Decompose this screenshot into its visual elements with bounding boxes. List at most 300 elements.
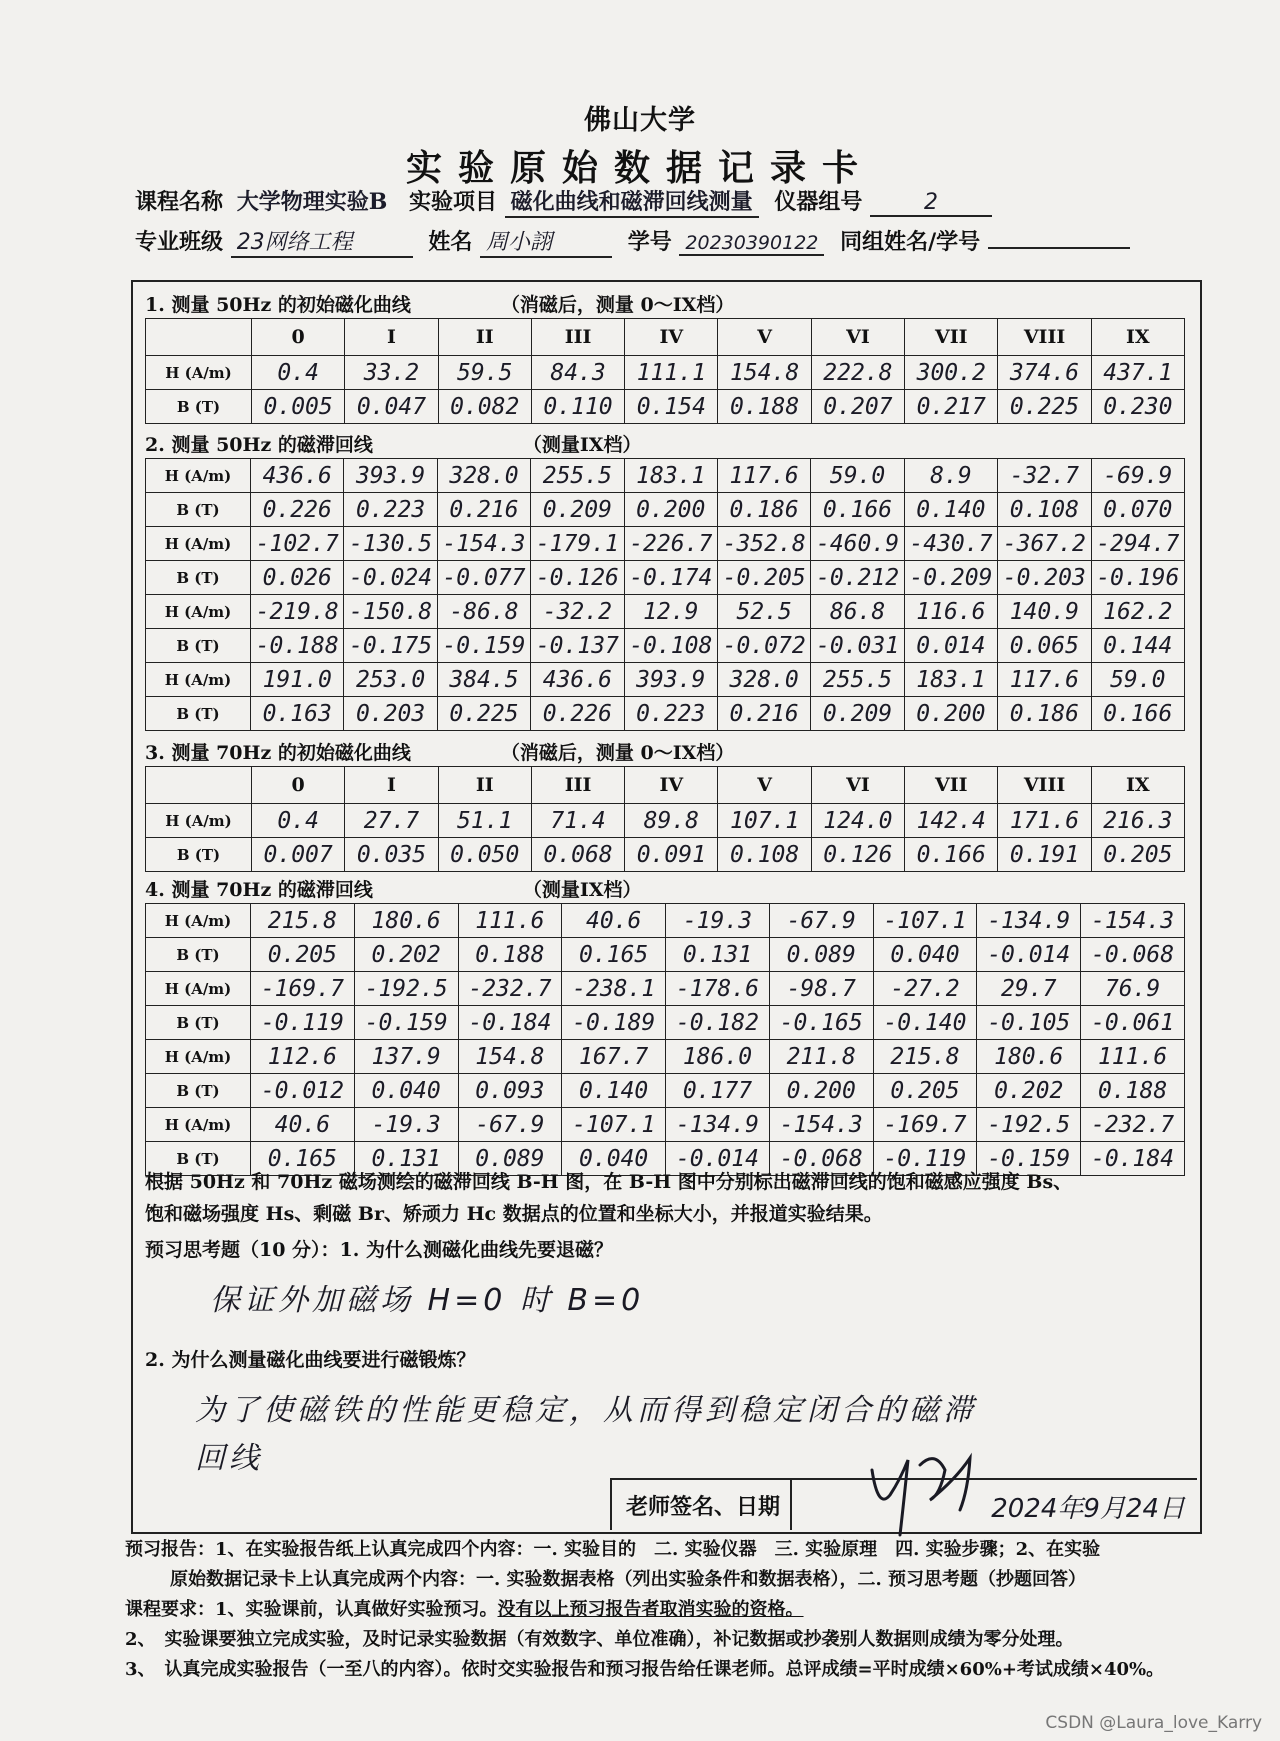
data-cell: 328.0 xyxy=(717,663,810,697)
column-header: VI xyxy=(811,767,904,804)
data-cell: 76.9 xyxy=(1081,972,1185,1006)
data-cell: -0.189 xyxy=(562,1006,666,1040)
column-header: II xyxy=(438,767,531,804)
footer-line-3b: 没有以上预习报告者取消实验的资格。 xyxy=(497,1599,804,1620)
data-cell: 0.230 xyxy=(1091,390,1184,424)
column-header: VIII xyxy=(998,767,1091,804)
data-cell: -0.014 xyxy=(977,938,1081,972)
data-cell: 137.9 xyxy=(354,1040,458,1074)
id-value: 20230390122 xyxy=(679,232,824,256)
data-cell: -69.9 xyxy=(1091,459,1184,493)
data-cell: -0.119 xyxy=(251,1006,355,1040)
data-cell: 154.8 xyxy=(458,1040,562,1074)
info-row-student xyxy=(135,225,1130,258)
data-cell: 328.0 xyxy=(437,459,530,493)
data-cell: 0.216 xyxy=(437,493,530,527)
data-cell: -134.9 xyxy=(977,904,1081,938)
signature-label: 老师签名、日期 xyxy=(626,1494,781,1520)
data-cell: -0.159 xyxy=(354,1006,458,1040)
header-row xyxy=(146,319,1185,356)
data-cell: 0.065 xyxy=(998,629,1091,663)
data-cell: -0.174 xyxy=(624,561,717,595)
column-header: VIII xyxy=(998,319,1091,356)
data-cell: 0.191 xyxy=(998,838,1091,872)
data-cell: 0.203 xyxy=(344,697,437,731)
instruction-line-1: 根据 50Hz 和 70Hz 磁场测绘的磁滞回线 B-H 图，在 B-H 图中分别标出磁滞回线的饱和磁感应强度 Bs、 xyxy=(145,1171,1073,1193)
corner-cell xyxy=(146,767,252,804)
data-cell: -0.024 xyxy=(344,561,437,595)
data-cell: 393.9 xyxy=(344,459,437,493)
table-row xyxy=(146,1074,1185,1108)
row-label: B (T) xyxy=(146,390,252,424)
data-cell: 89.8 xyxy=(625,804,718,838)
data-cell: -0.061 xyxy=(1081,1006,1185,1040)
data-cell: 0.226 xyxy=(531,697,624,731)
id-label: 学号 xyxy=(627,229,672,255)
column-header: V xyxy=(718,767,811,804)
footer-line-3 xyxy=(125,1595,1225,1625)
data-cell: 0.166 xyxy=(1091,697,1184,731)
data-cell: 167.7 xyxy=(562,1040,666,1074)
column-header: III xyxy=(531,767,624,804)
data-cell: -107.1 xyxy=(562,1108,666,1142)
question-2: 2. 为什么测量磁化曲线要进行磁锻炼？ xyxy=(145,1349,476,1371)
data-cell: -150.8 xyxy=(344,595,437,629)
section2-note: （测量IX档） xyxy=(522,434,642,456)
row-label: B (T) xyxy=(146,1074,251,1108)
column-header: IX xyxy=(1091,319,1184,356)
data-cell: 86.8 xyxy=(811,595,904,629)
data-cell: 0.4 xyxy=(252,804,345,838)
data-cell: 180.6 xyxy=(354,904,458,938)
table-row xyxy=(146,493,1185,527)
row-label: H (A/m) xyxy=(146,972,251,1006)
data-cell: 0.070 xyxy=(1091,493,1184,527)
data-cell: -32.7 xyxy=(998,459,1091,493)
data-cell: 0.144 xyxy=(1091,629,1184,663)
data-cell: 0.165 xyxy=(251,1142,355,1176)
instructions xyxy=(145,1166,1195,1230)
data-cell: 154.8 xyxy=(718,356,811,390)
section1-title: 1. 测量 50Hz 的初始磁化曲线 xyxy=(145,294,411,316)
data-cell: 33.2 xyxy=(345,356,438,390)
data-cell: 0.188 xyxy=(718,390,811,424)
data-cell: 0.188 xyxy=(1081,1074,1185,1108)
row-label: B (T) xyxy=(146,1142,251,1176)
data-cell: -86.8 xyxy=(437,595,530,629)
group-label: 仪器组号 xyxy=(774,189,863,215)
row-label: B (T) xyxy=(146,697,251,731)
data-cell: -19.3 xyxy=(666,904,770,938)
table-50hz-initial xyxy=(145,318,1185,424)
data-cell: 0.4 xyxy=(252,356,345,390)
data-cell: 0.005 xyxy=(252,390,345,424)
data-cell: 0.202 xyxy=(354,938,458,972)
data-cell: 59.5 xyxy=(438,356,531,390)
data-cell: -107.1 xyxy=(873,904,977,938)
data-cell: 0.223 xyxy=(624,697,717,731)
data-cell: -32.2 xyxy=(531,595,624,629)
table-70hz-initial xyxy=(145,766,1185,872)
data-cell: -0.184 xyxy=(458,1006,562,1040)
corner-cell xyxy=(146,319,252,356)
footer xyxy=(125,1535,1225,1685)
data-cell: 8.9 xyxy=(904,459,997,493)
table-row xyxy=(146,697,1185,731)
data-cell: -226.7 xyxy=(624,527,717,561)
column-header: III xyxy=(531,319,624,356)
table-row xyxy=(146,838,1185,872)
data-cell: -0.126 xyxy=(531,561,624,595)
data-cell: 300.2 xyxy=(905,356,998,390)
data-cell: -0.137 xyxy=(531,629,624,663)
data-cell: -0.068 xyxy=(1081,938,1185,972)
data-cell: 0.186 xyxy=(717,493,810,527)
data-cell: 0.200 xyxy=(624,493,717,527)
table-row xyxy=(146,972,1185,1006)
data-cell: 436.6 xyxy=(251,459,344,493)
data-cell: 183.1 xyxy=(904,663,997,697)
row-label: H (A/m) xyxy=(146,804,252,838)
column-header: 0 xyxy=(252,319,345,356)
data-cell: -0.031 xyxy=(811,629,904,663)
data-cell: 51.1 xyxy=(438,804,531,838)
data-cell: 140.9 xyxy=(998,595,1091,629)
data-cell: 0.226 xyxy=(251,493,344,527)
data-cell: 0.091 xyxy=(625,838,718,872)
column-header: V xyxy=(718,319,811,356)
column-header: IX xyxy=(1091,767,1184,804)
column-header: VII xyxy=(905,767,998,804)
data-cell: -0.212 xyxy=(811,561,904,595)
table-row xyxy=(146,904,1185,938)
signature-date: 2024年9月24日 xyxy=(991,1494,1185,1524)
table-70hz-hysteresis xyxy=(145,903,1185,1176)
data-cell: 12.9 xyxy=(624,595,717,629)
data-cell: -178.6 xyxy=(666,972,770,1006)
data-cell: 59.0 xyxy=(1091,663,1184,697)
partner-label: 同组姓名/学号 xyxy=(840,229,981,255)
data-cell: 0.093 xyxy=(458,1074,562,1108)
data-cell: -238.1 xyxy=(562,972,666,1006)
section3-heading xyxy=(145,738,734,765)
project-label: 实验项目 xyxy=(408,189,497,215)
section2-title: 2. 测量 50Hz 的磁滞回线 xyxy=(145,434,373,456)
group-value: 2 xyxy=(870,190,992,217)
footer-line-1: 预习报告：1、在实验报告纸上认真完成四个内容：一. 实验目的 二. 实验仪器 三. 实验原理 四. 实验步骤；2、在实验 xyxy=(125,1539,1101,1560)
data-cell: 0.165 xyxy=(562,938,666,972)
row-label: B (T) xyxy=(146,629,251,663)
data-cell: -134.9 xyxy=(666,1108,770,1142)
data-cell: 191.0 xyxy=(251,663,344,697)
table-row xyxy=(146,459,1185,493)
data-cell: -0.203 xyxy=(998,561,1091,595)
partner-value xyxy=(988,247,1130,249)
data-cell: -0.140 xyxy=(873,1006,977,1040)
footer-line-5: 3、 认真完成实验报告（一至八的内容）。依时交实验报告和预习报告给任课老师。总评成绩=平时成绩×60%+考试成绩×40%。 xyxy=(125,1659,1165,1680)
data-cell: 0.200 xyxy=(769,1074,873,1108)
data-cell: 0.205 xyxy=(251,938,355,972)
data-cell: 111.1 xyxy=(625,356,718,390)
data-cell: 0.225 xyxy=(998,390,1091,424)
course-value: 大学物理实验B xyxy=(236,189,388,215)
data-cell: -130.5 xyxy=(344,527,437,561)
data-cell: 142.4 xyxy=(905,804,998,838)
data-cell: 111.6 xyxy=(458,904,562,938)
data-cell: 255.5 xyxy=(811,663,904,697)
column-header: I xyxy=(345,767,438,804)
data-cell: 0.225 xyxy=(437,697,530,731)
data-cell: 253.0 xyxy=(344,663,437,697)
data-cell: 71.4 xyxy=(531,804,624,838)
row-label: H (A/m) xyxy=(146,527,251,561)
data-cell: 29.7 xyxy=(977,972,1081,1006)
data-cell: -27.2 xyxy=(873,972,977,1006)
data-cell: 0.223 xyxy=(344,493,437,527)
data-cell: 0.108 xyxy=(998,493,1091,527)
data-cell: 0.166 xyxy=(811,493,904,527)
data-cell: 171.6 xyxy=(998,804,1091,838)
data-cell: -219.8 xyxy=(251,595,344,629)
data-cell: 186.0 xyxy=(666,1040,770,1074)
row-label: H (A/m) xyxy=(146,1040,251,1074)
data-cell: 0.209 xyxy=(531,493,624,527)
data-cell: 0.177 xyxy=(666,1074,770,1108)
table-row xyxy=(146,1040,1185,1074)
section4-note: （测量IX档） xyxy=(522,879,642,901)
data-cell: 0.110 xyxy=(531,390,624,424)
row-label: H (A/m) xyxy=(146,356,252,390)
row-label: B (T) xyxy=(146,493,251,527)
data-cell: 0.047 xyxy=(345,390,438,424)
data-cell: 40.6 xyxy=(562,904,666,938)
data-cell: 0.209 xyxy=(811,697,904,731)
data-cell: -19.3 xyxy=(354,1108,458,1142)
table-row xyxy=(146,938,1185,972)
data-cell: -0.108 xyxy=(624,629,717,663)
name-label: 姓名 xyxy=(428,229,473,255)
data-cell: 0.131 xyxy=(666,938,770,972)
data-cell: 436.6 xyxy=(531,663,624,697)
table-row xyxy=(146,663,1185,697)
answer-1: 保证外加磁场 H=0 时 B=0 xyxy=(210,1283,645,1318)
data-cell: 0.035 xyxy=(345,838,438,872)
data-cell: 215.8 xyxy=(873,1040,977,1074)
data-cell: -169.7 xyxy=(873,1108,977,1142)
data-cell: -154.3 xyxy=(769,1108,873,1142)
table-row xyxy=(146,1006,1185,1040)
data-cell: 437.1 xyxy=(1091,356,1184,390)
data-cell: -0.159 xyxy=(437,629,530,663)
row-label: H (A/m) xyxy=(146,595,251,629)
column-header: VII xyxy=(905,319,998,356)
data-cell: 255.5 xyxy=(531,459,624,493)
section3-note: （消磁后，测量 0～IX档） xyxy=(500,742,735,764)
data-cell: 0.186 xyxy=(998,697,1091,731)
instruction-line-2: 饱和磁场强度 Hs、剩磁 Br、矫顽力 Hc 数据点的位置和坐标大小，并报道实验结果。 xyxy=(145,1203,883,1225)
data-cell: 0.082 xyxy=(438,390,531,424)
data-cell: 393.9 xyxy=(624,663,717,697)
table-row xyxy=(146,356,1185,390)
data-cell: -179.1 xyxy=(531,527,624,561)
section1-note: （消磁后，测量 0～IX档） xyxy=(500,294,735,316)
section4-heading xyxy=(145,875,642,902)
data-cell: 215.8 xyxy=(251,904,355,938)
data-cell: 0.217 xyxy=(905,390,998,424)
data-cell: 117.6 xyxy=(998,663,1091,697)
section1-heading xyxy=(145,290,734,317)
table-row xyxy=(146,804,1185,838)
teacher-signature xyxy=(860,1440,1010,1540)
data-cell: 0.140 xyxy=(904,493,997,527)
data-cell: -367.2 xyxy=(998,527,1091,561)
answer-2-line-2: 回线 xyxy=(195,1441,263,1476)
row-label: B (T) xyxy=(146,938,251,972)
column-header: I xyxy=(345,319,438,356)
data-cell: 0.154 xyxy=(625,390,718,424)
data-cell: 0.126 xyxy=(811,838,904,872)
data-cell: 0.108 xyxy=(718,838,811,872)
data-cell: -192.5 xyxy=(977,1108,1081,1142)
data-cell: 0.089 xyxy=(769,938,873,972)
row-label: B (T) xyxy=(146,1006,251,1040)
data-cell: -169.7 xyxy=(251,972,355,1006)
data-cell: 0.007 xyxy=(252,838,345,872)
watermark: CSDN @Laura_love_Karry xyxy=(1045,1713,1262,1733)
data-cell: -294.7 xyxy=(1091,527,1184,561)
section2-heading xyxy=(145,430,642,457)
data-cell: -98.7 xyxy=(769,972,873,1006)
data-cell: 124.0 xyxy=(811,804,904,838)
table-row xyxy=(146,390,1185,424)
data-cell: 0.140 xyxy=(562,1074,666,1108)
data-cell: 59.0 xyxy=(811,459,904,493)
table-50hz-hysteresis xyxy=(145,458,1185,731)
data-cell: 222.8 xyxy=(811,356,904,390)
data-cell: 0.166 xyxy=(905,838,998,872)
footer-line-2: 原始数据记录卡上认真完成两个内容：一. 实验数据表格（列出实验条件和数据表格），二. 预习思考题（抄题回答） xyxy=(170,1569,1087,1590)
data-cell: -430.7 xyxy=(904,527,997,561)
section3-title: 3. 测量 70Hz 的初始磁化曲线 xyxy=(145,742,411,764)
answer-2-line-1: 为了使磁铁的性能更稳定，从而得到稳定闭合的磁滞 xyxy=(195,1393,977,1428)
class-value: 23网络工程 xyxy=(231,225,413,258)
row-label: B (T) xyxy=(146,561,251,595)
column-header: IV xyxy=(625,767,718,804)
data-cell: -0.014 xyxy=(666,1142,770,1176)
data-cell: -0.184 xyxy=(1081,1142,1185,1176)
column-header: IV xyxy=(625,319,718,356)
signature-divider xyxy=(790,1478,792,1530)
data-cell: -0.188 xyxy=(251,629,344,663)
table-row xyxy=(146,595,1185,629)
data-cell: 0.207 xyxy=(811,390,904,424)
row-label: H (A/m) xyxy=(146,663,251,697)
data-cell: 116.6 xyxy=(904,595,997,629)
data-cell: 162.2 xyxy=(1091,595,1184,629)
data-cell: 216.3 xyxy=(1091,804,1184,838)
footer-line-3a: 课程要求：1、实验课前，认真做好实验预习。 xyxy=(125,1599,498,1620)
data-cell: -352.8 xyxy=(717,527,810,561)
data-cell: 0.205 xyxy=(1091,838,1184,872)
row-label: H (A/m) xyxy=(146,1108,251,1142)
data-cell: 183.1 xyxy=(624,459,717,493)
column-header: II xyxy=(438,319,531,356)
table-row xyxy=(146,629,1185,663)
data-cell: 107.1 xyxy=(718,804,811,838)
data-cell: -102.7 xyxy=(251,527,344,561)
data-cell: 112.6 xyxy=(251,1040,355,1074)
data-cell: 0.040 xyxy=(562,1142,666,1176)
data-cell: -0.119 xyxy=(873,1142,977,1176)
data-cell: 0.205 xyxy=(873,1074,977,1108)
table-row xyxy=(146,527,1185,561)
data-cell: 84.3 xyxy=(531,356,624,390)
data-cell: 0.026 xyxy=(251,561,344,595)
data-cell: 180.6 xyxy=(977,1040,1081,1074)
data-cell: 117.6 xyxy=(717,459,810,493)
data-cell: 0.040 xyxy=(354,1074,458,1108)
class-label: 专业班级 xyxy=(135,229,224,255)
card-title: 实验原始数据记录卡 xyxy=(405,147,874,189)
data-cell: 0.131 xyxy=(354,1142,458,1176)
data-cell: -0.072 xyxy=(717,629,810,663)
data-cell: -192.5 xyxy=(354,972,458,1006)
data-cell: -0.105 xyxy=(977,1006,1081,1040)
data-cell: 211.8 xyxy=(769,1040,873,1074)
data-cell: 0.050 xyxy=(438,838,531,872)
data-cell: -460.9 xyxy=(811,527,904,561)
data-cell: 0.200 xyxy=(904,697,997,731)
data-cell: -0.182 xyxy=(666,1006,770,1040)
info-row-course xyxy=(135,185,992,218)
university-name: 佛山大学 xyxy=(584,105,696,136)
data-cell: -154.3 xyxy=(1081,904,1185,938)
data-cell: 374.6 xyxy=(998,356,1091,390)
data-cell: 40.6 xyxy=(251,1108,355,1142)
footer-line-4: 2、 实验课要独立完成实验，及时记录实验数据（有效数字、单位准确），补记数据或抄袭别人数据则成绩为零分处理。 xyxy=(125,1629,1074,1650)
data-cell: -67.9 xyxy=(458,1108,562,1142)
row-label: B (T) xyxy=(146,838,252,872)
question-1: 预习思考题（10 分）：1. 为什么测磁化曲线先要退磁？ xyxy=(145,1239,614,1261)
data-cell: 0.068 xyxy=(531,838,624,872)
table-row xyxy=(146,561,1185,595)
data-cell: -0.159 xyxy=(977,1142,1081,1176)
data-cell: -0.077 xyxy=(437,561,530,595)
name-value: 周小詡 xyxy=(480,225,612,258)
data-cell: -232.7 xyxy=(458,972,562,1006)
column-header: 0 xyxy=(252,767,345,804)
data-cell: 0.188 xyxy=(458,938,562,972)
data-cell: -0.175 xyxy=(344,629,437,663)
data-cell: -67.9 xyxy=(769,904,873,938)
data-cell: -0.209 xyxy=(904,561,997,595)
data-cell: 0.089 xyxy=(458,1142,562,1176)
data-cell: 27.7 xyxy=(345,804,438,838)
column-header: VI xyxy=(811,319,904,356)
data-cell: -0.068 xyxy=(769,1142,873,1176)
data-cell: 52.5 xyxy=(717,595,810,629)
section4-title: 4. 测量 70Hz 的磁滞回线 xyxy=(145,879,373,901)
data-cell: -0.165 xyxy=(769,1006,873,1040)
data-cell: 0.040 xyxy=(873,938,977,972)
data-cell: 384.5 xyxy=(437,663,530,697)
course-label: 课程名称 xyxy=(135,189,224,215)
data-cell: 111.6 xyxy=(1081,1040,1185,1074)
data-cell: 0.014 xyxy=(904,629,997,663)
data-cell: -154.3 xyxy=(437,527,530,561)
row-label: H (A/m) xyxy=(146,904,251,938)
data-cell: -0.196 xyxy=(1091,561,1184,595)
